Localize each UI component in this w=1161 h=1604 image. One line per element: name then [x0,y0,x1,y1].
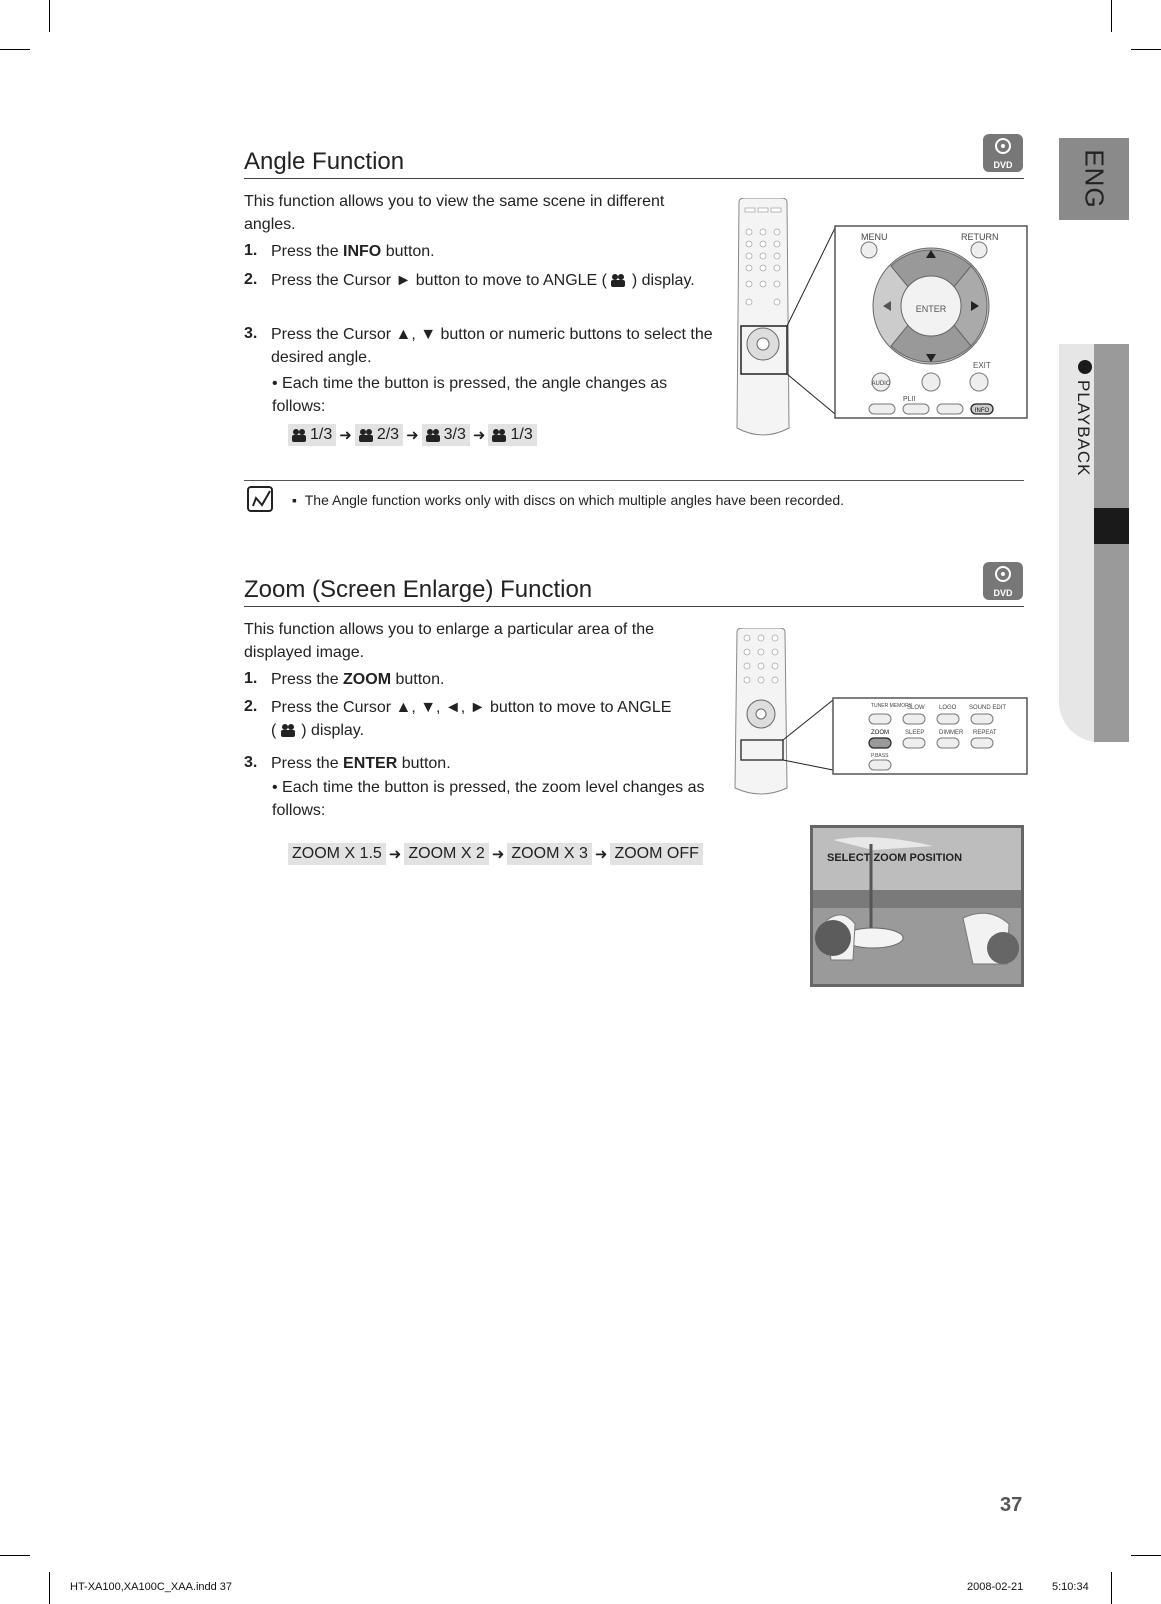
zoom-step-chip: ZOOM X 1.5 [288,843,386,865]
angle-step-3: Press the Cursor ▲, ▼ button or numeric buttons to select the desired angle. [271,326,713,366]
arrow-icon: ➜ [339,427,352,444]
arrow-icon: ➜ [406,427,419,444]
angle-sequence [288,424,537,446]
chapter-tab-label-group [1071,360,1101,490]
remote-zoom-label: ZOOM [871,730,889,736]
arrow-icon: ➜ [388,846,402,863]
remote-sound-edit-label: SOUND EDIT [969,705,1007,711]
zoom-step-chip: ZOOM X 3 [507,843,591,865]
remote-tuner-memory-label: TUNER MEMORY [871,703,913,709]
angle-step-1: Press the INFO button. [271,243,435,260]
enter-key-label: ENTER [343,755,398,772]
angle-step-chip: 2/3 [355,424,403,446]
remote-dimmer-label: DIMMER [939,730,964,736]
zoom-intro: This function allows you to enlarge a particular area of the displayed image. [244,621,655,661]
zoom-sequence [288,843,703,865]
chapter-tab-marker [1094,508,1129,544]
bullet-dot-icon [1078,360,1092,374]
zoom-step-chip: ZOOM OFF [610,843,702,865]
language-tab [1059,138,1129,220]
angle-bullet: • Each time the button is pressed, the angle changes as follows: [272,375,668,415]
dvd-badge-icon [983,562,1023,600]
step-number: 3. [244,754,258,771]
remote-logo-label: LOGO [939,705,957,711]
footer-time: 5:10:34 [1052,1581,1089,1593]
note-divider [244,480,1024,481]
chapter-tab-label: PLAYBACK [1074,380,1093,477]
angle-camera-icon [611,274,627,287]
angle-section-title: Angle Function [244,148,405,175]
arrow-icon: ➜ [594,846,608,863]
remote-exit-label: EXIT [973,361,991,370]
step-number: 1. [244,242,258,259]
zoom-step-2: Press the Cursor ▲, ▼, ◄, ► button to move to ANGLE ( ) display. [271,699,672,739]
language-tab-label: ENG [1079,149,1110,209]
angle-step-2: Press the Cursor ► button to move to ANGLE ( ) display. [271,272,695,289]
angle-step-chip: 3/3 [422,424,470,446]
footer-date: 2008-02-21 [967,1581,1024,1593]
remote-audio-label: AUDIO [871,381,891,387]
arrow-icon: ➜ [472,427,486,444]
arrow-icon: ➜ [491,846,505,863]
zoom-step-1: Press the ZOOM button. [271,671,445,688]
step-number: 2. [244,271,258,288]
zoom-key-label: ZOOM [343,671,392,688]
remote-pl2-label: PLII [903,396,916,403]
step-number: 2. [244,698,258,715]
angle-camera-icon [281,724,297,737]
section-divider [244,178,1024,179]
zoom-step-3: Press the ENTER button. [271,755,451,772]
zoom-section-title: Zoom (Screen Enlarge) Function [244,576,593,603]
remote-menu-label: MENU [861,232,888,242]
angle-note: ▪ The Angle function works only with discs on which multiple angles have been recorded. [292,492,845,508]
info-key-label: INFO [343,243,382,260]
angle-step-chip: 1/3 [288,424,336,446]
footer-file: HT-XA100,XA100C_XAA.indd 37 [70,1581,233,1593]
step-number: 3. [244,325,258,342]
note-icon [246,485,276,515]
remote-return-label: RETURN [961,232,999,242]
remote-enter-label: ENTER [915,304,947,314]
remote-info-label: INFO [974,408,990,414]
dvd-badge-label: DVD [993,588,1013,598]
remote-pbass-label: P.BASS [871,753,889,759]
remote-repeat-label: REPEAT [973,730,997,736]
dvd-badge-label: DVD [993,160,1013,170]
zoom-bullet: • Each time the button is pressed, the zoom level changes as follows: [272,779,705,819]
zoom-remote-illustration [733,628,1033,800]
remote-control-illustration [733,198,1033,440]
remote-slow-label: SLOW [907,705,925,711]
step-number: 1. [244,670,258,687]
remote-sleep-label: SLEEP [905,730,925,736]
angle-step-chip: 1/3 [488,424,536,446]
dvd-badge-icon [983,134,1023,172]
zoom-screen-caption: SELECT ZOOM POSITION [827,852,963,864]
zoom-screen-photo [810,825,1024,987]
angle-intro: This function allows you to view the same scene in different angles. [244,193,665,233]
page-number: 37 [1000,1494,1023,1516]
section-divider [244,606,1024,607]
zoom-step-chip: ZOOM X 2 [404,843,488,865]
